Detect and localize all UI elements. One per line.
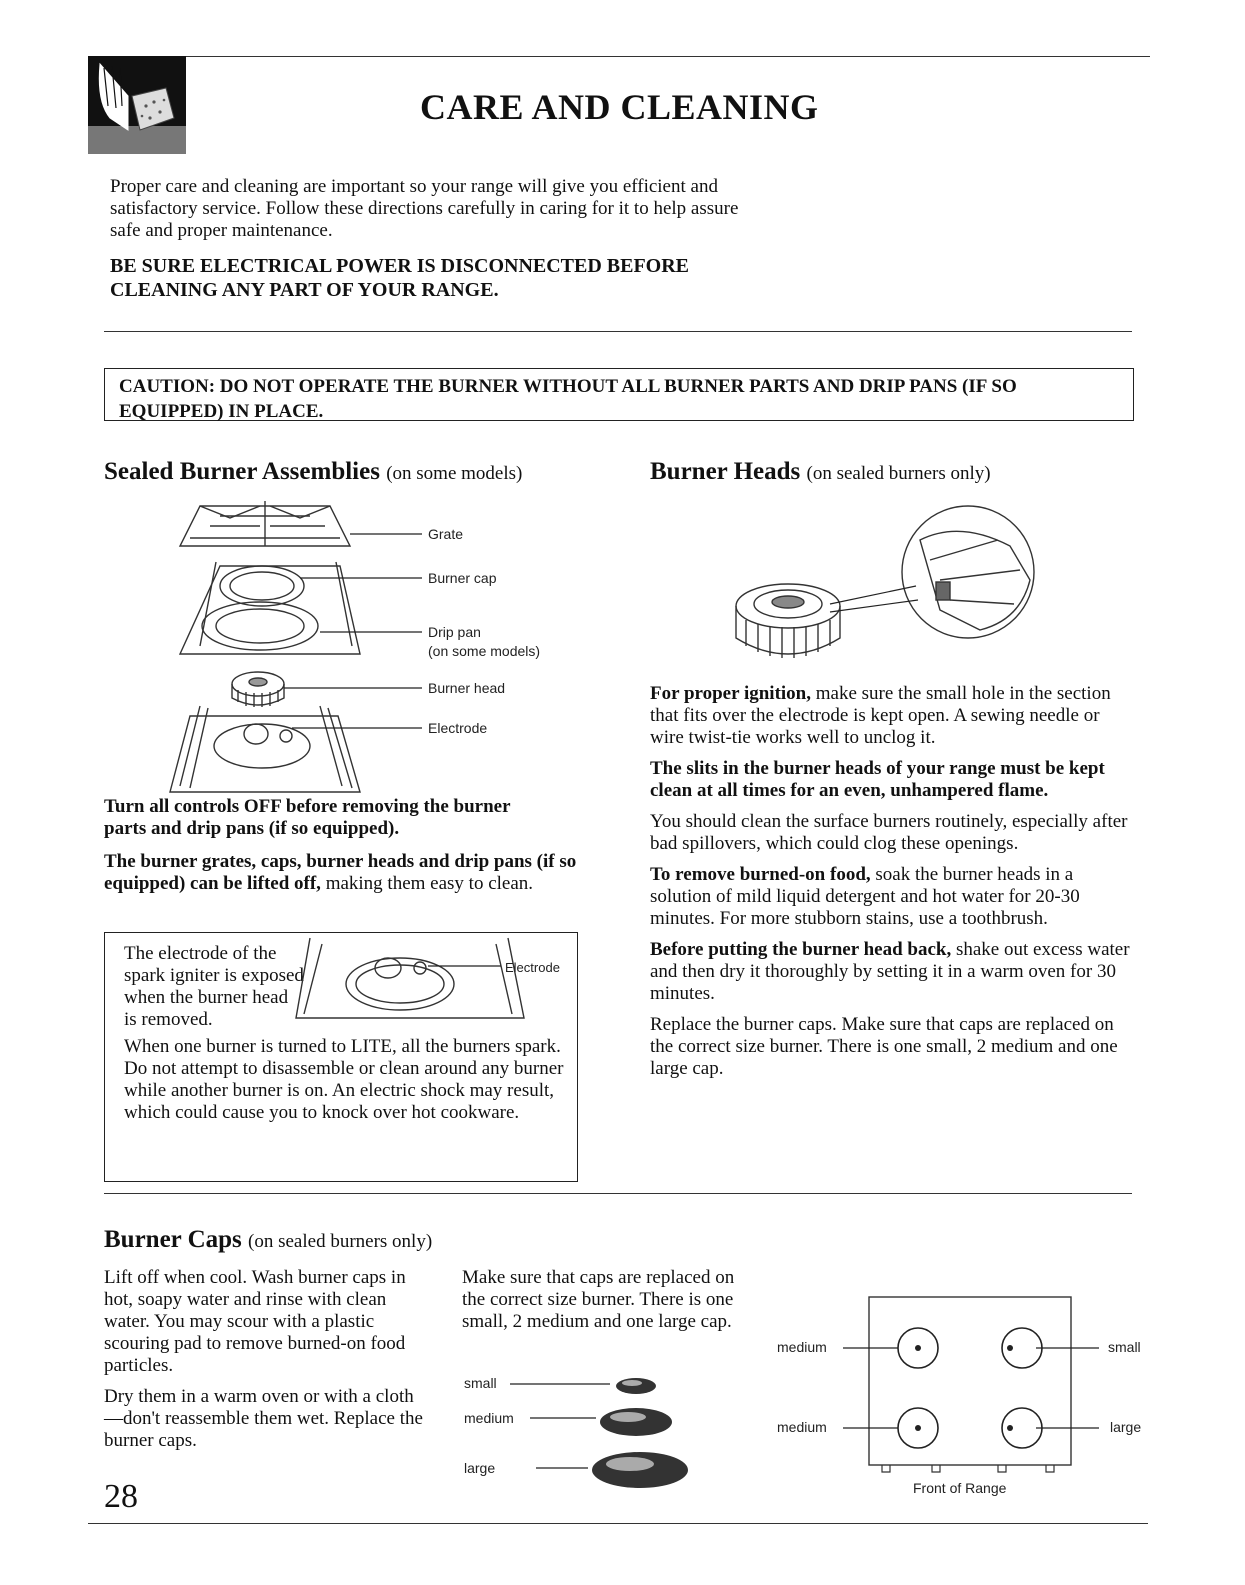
section-tab-icon [88,56,186,154]
caps-correct-size-text: Make sure that caps are replaced on the correct size burner. There is one small, 2 medium and one large cap. [462,1267,735,1332]
cooktop-label-bottom-left: medium [777,1419,827,1435]
cooktop-label-bottom-right: large [1110,1419,1142,1435]
label-burner-cap: Burner cap [428,570,497,586]
small-cap-icon [616,1378,656,1394]
burner-head-diagram [730,500,1050,690]
label-grate: Grate [428,526,464,542]
caps-left-column [104,1267,424,1461]
controls-off-text: Turn all controls OFF before removing the burner parts and drip pans (if so equipped). [104,796,511,839]
remove-burned-food-text: To remove burned-on food, soak the burner heads in a solution of mild liquid detergent and hot water for 20-30 minutes. For more stubborn stains, use a toothbrush. [650,864,1080,929]
burner-caps-title: Burner Caps (on sealed burners only) [104,1226,433,1253]
electrode-box-text-top: The electrode of the spark igniter is exposed when the burner head is removed. [124,943,304,1030]
label-drip-pan-note: (on some models) [428,643,541,659]
cooktop-label-top-right: small [1108,1339,1141,1355]
electrode-base-drawing [170,706,360,792]
label-drip-pan: Drip pan [428,624,481,640]
medium-cap-icon [600,1408,672,1436]
page-title: CARE AND CLEANING [420,87,819,127]
cap-label-small: small [464,1375,497,1391]
cap-label-large: large [464,1460,496,1476]
cooktop-label-top-left: medium [777,1339,827,1355]
lift-off-text: The burner grates, caps, burner heads and drip pans (if so equipped) can be lifted off, making them easy to clean. [104,851,577,894]
front-of-range-caption: Front of Range [913,1480,1007,1496]
intro-text: Proper care and cleaning are important so your range will give you efficient and satisfactory service. Follow these directions carefully in caring for it to help assure safe and proper maintenance. [110,176,739,241]
drip-pan-drawing [180,562,360,654]
cap-label-medium: medium [464,1410,514,1426]
cooktop-leader-lines [843,1340,1108,1440]
heads-column [650,683,1132,1089]
caution-box [104,368,1134,421]
caution-text: CAUTION: DO NOT OPERATE THE BURNER WITHOUT ALL BURNER PARTS AND DRIP PANS (IF SO EQUIPPED) IN PLACE. [119,376,1017,422]
slits-clean-text: The slits in the burner heads of your range must be kept clean at all times for an even, unhampered flame. [650,758,1105,801]
burner-heads-title: Burner Heads (on sealed burners only) [650,458,991,485]
label-burner-head: Burner head [428,680,506,696]
wash-caps-text: Lift off when cool. Wash burner caps in hot, soapy water and rinse with clean water. You may scour with a plastic scouring pad to remove burned-on food particles. [104,1267,406,1376]
sealed-burner-title: Sealed Burner Assemblies (on some models) [104,458,523,485]
clean-routinely-text: You should clean the surface burners routinely, especially after bad spillovers, which could clog these openings. [650,811,1128,854]
top-rule [88,56,1150,57]
electrode-box-text-rest: When one burner is turned to LITE, all the burners spark. Do not attempt to disassemble or clean around any burner while another burner is on. An electric shock may result, which could cause you to knock over hot cookware. [124,1036,564,1123]
electrode-box-label: Electrode [505,960,560,975]
cap-size-drawing [500,1366,700,1486]
burner-head-drawing [232,672,284,707]
label-electrode: Electrode [428,720,488,736]
large-cap-icon [592,1452,688,1488]
divider-1 [104,331,1132,332]
page-number: 28 [104,1478,138,1515]
bottom-rule [88,1523,1148,1524]
replace-caps-text: Replace the burner caps. Make sure that caps are replaced on the correct size burner. There is one small, 2 medium and one large cap. [650,1014,1118,1079]
divider-2 [104,1193,1132,1194]
grate-drawing [180,501,350,546]
dry-caps-text: Dry them in a warm oven or with a cloth—don't reassemble them wet. Replace the burner caps. [104,1386,423,1451]
proper-ignition-text: For proper ignition, make sure the small hole in the section that fits over the electrode is kept open. A sewing needle or wire twist-tie works well to unclog it. [650,683,1111,748]
power-warning: BE SURE ELECTRICAL POWER IS DISCONNECTED BEFORE CLEANING ANY PART OF YOUR RANGE. [110,255,690,301]
electrode-box-diagram [296,938,536,1030]
head-back-text: Before putting the burner head back, shake out excess water and then dry it thoroughly by setting it in a warm oven for 30 minutes. [650,939,1130,1004]
